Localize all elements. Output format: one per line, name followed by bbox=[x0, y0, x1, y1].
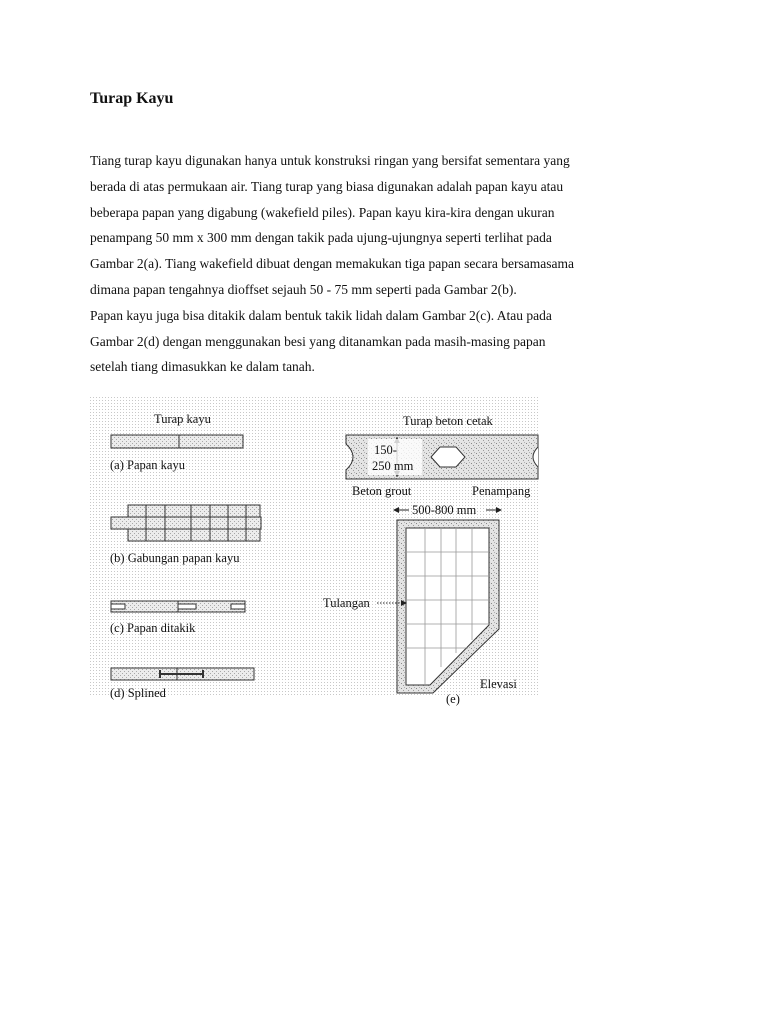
dim-bottom-text: 250 mm bbox=[372, 459, 414, 473]
caption-d: (d) Splined bbox=[110, 686, 166, 700]
figure-svg bbox=[90, 397, 538, 706]
caption-a: (a) Papan kayu bbox=[110, 458, 185, 472]
paragraph-line: Gambar 2(d) dengan menggunakan besi yang ditanamkan pada masih-masing papan bbox=[90, 333, 546, 349]
penampang-label: Penampang bbox=[472, 484, 531, 498]
paragraph-line: dimana papan tengahnya dioffset sejauh 50 - 75 mm seperti pada Gambar 2(b). bbox=[90, 281, 517, 297]
papan-ditakik-drawing bbox=[111, 601, 245, 612]
turap-beton-heading: Turap beton cetak bbox=[403, 414, 493, 428]
body-paragraph bbox=[90, 148, 650, 380]
page-title: Turap Kayu bbox=[90, 90, 174, 107]
turap-kayu-heading: Turap kayu bbox=[154, 412, 211, 426]
papan-kayu-drawing bbox=[111, 435, 243, 448]
caption-b: (b) Gabungan papan kayu bbox=[110, 551, 240, 565]
paragraph-line: Gambar 2(a). Tiang wakefield dibuat dengan memakukan tiga papan secara bersamasama bbox=[90, 256, 574, 272]
width-dim-text: 500-800 mm bbox=[412, 503, 477, 517]
elevasi-label: Elevasi bbox=[480, 677, 517, 691]
caption-e-partial: (e) bbox=[446, 692, 460, 706]
sheet-pile-figure bbox=[90, 397, 538, 706]
gabungan-papan-drawing bbox=[111, 505, 261, 541]
paragraph-line: setelah tiang dimasukkan ke dalam tanah. bbox=[90, 359, 315, 375]
paragraph-line: penampang 50 mm x 300 mm dengan takik pada ujung-ujungnya seperti terlihat pada bbox=[90, 230, 552, 246]
paragraph-line: Papan kayu juga bisa ditakik dalam bentuk takik lidah dalam Gambar 2(c). Atau pada bbox=[90, 307, 552, 323]
splined-drawing bbox=[111, 668, 254, 680]
paragraph-line: beberapa papan yang digabung (wakefield piles). Papan kayu kira-kira dengan ukuran bbox=[90, 204, 555, 220]
beton-grout-label: Beton grout bbox=[352, 484, 412, 498]
caption-c: (c) Papan ditakik bbox=[110, 621, 196, 635]
paragraph-line: berada di atas permukaan air. Tiang turap yang biasa digunakan adalah papan kayu atau bbox=[90, 178, 564, 194]
paragraph-line: Tiang turap kayu digunakan hanya untuk konstruksi ringan yang bersifat sementara yang bbox=[90, 153, 570, 168]
tulangan-label: Tulangan bbox=[323, 596, 370, 610]
dim-top-text: 150- bbox=[374, 443, 397, 457]
